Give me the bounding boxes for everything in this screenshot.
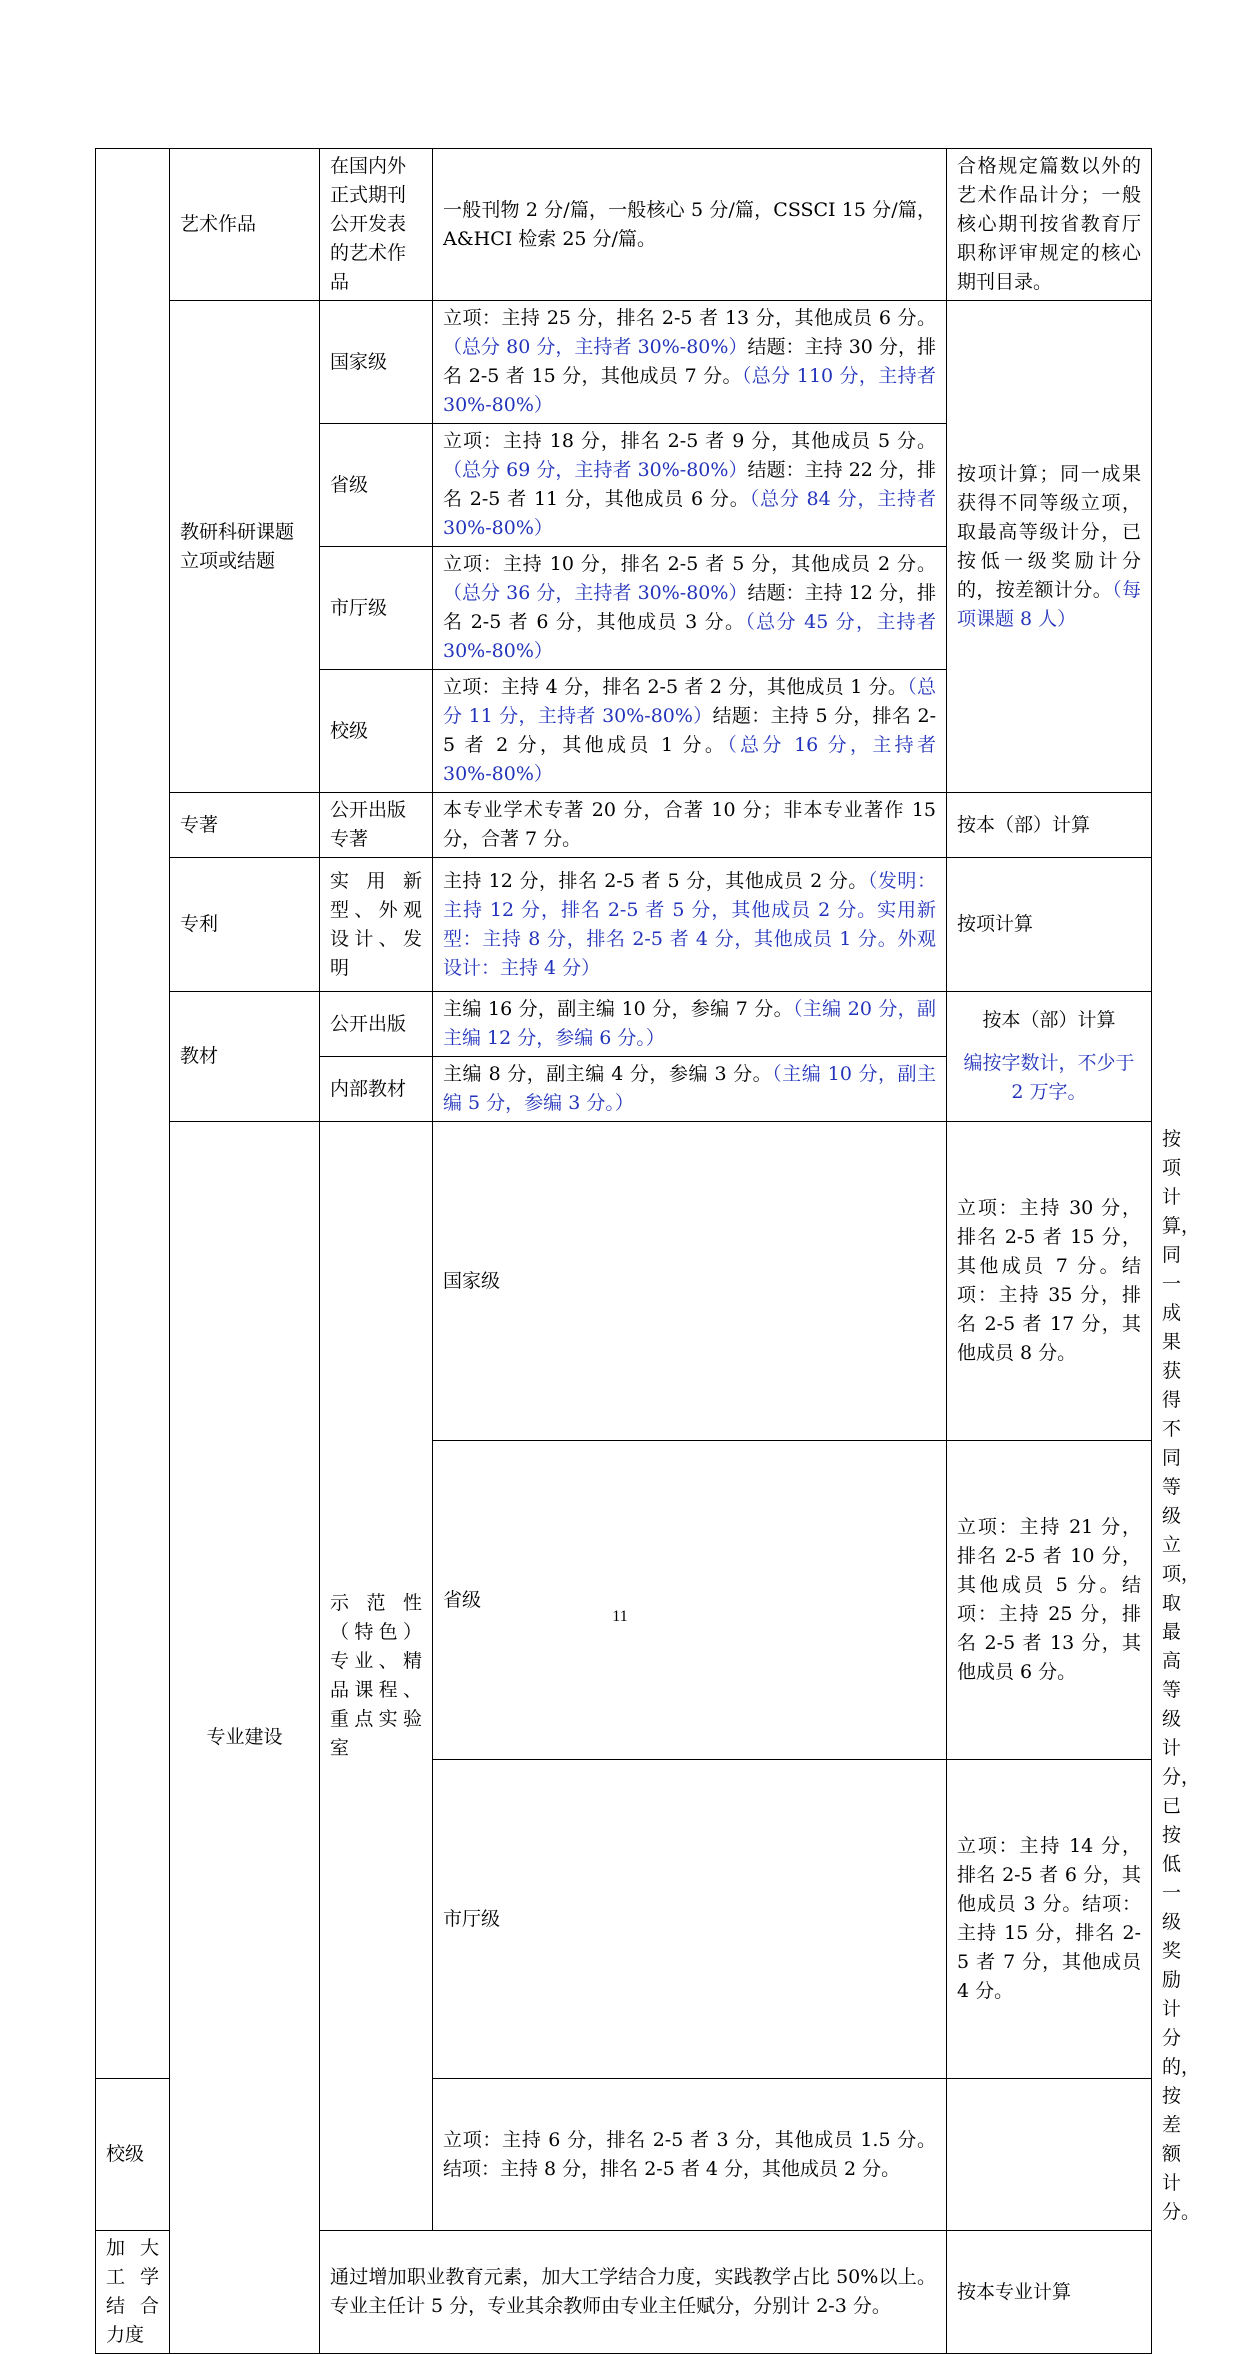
- level-major-national: 国家级: [433, 1122, 947, 1441]
- item-patent: 专利: [170, 858, 320, 992]
- sub-patent: 实 用 新 型、外观设计、发明: [320, 858, 433, 992]
- standard-research-provincial: 立项：主持 18 分，排名 2-5 者 9 分，其他成员 5 分。（总分 69 分，主持者 30%-80%）结题：主持 22 分，排名 2-5 者 11 分，其他成员 6 分。（总分 84 分，主持者 30%-80%）: [433, 424, 947, 547]
- item-major: 示范性（特色）专业、精品课程、重点实验室: [320, 1122, 433, 2231]
- table-row-research-national: [96, 301, 1152, 424]
- level-major-provincial: 省级: [433, 1441, 947, 1760]
- level-major-school: 校级: [96, 2079, 170, 2231]
- page-number: 11: [612, 1608, 628, 1625]
- item-integration: 加大工学结合力度: [96, 2231, 170, 2354]
- standard-research-national: 立项：主持 25 分，排名 2-5 者 13 分，其他成员 6 分。（总分 80 分，主持者 30%-80%）结题：主持 30 分，排名 2-5 者 15 分，其他成员 7 分。（总分 110 分，主持者 30%-80%）: [433, 301, 947, 424]
- table-row-patent: [96, 858, 1152, 992]
- standard-research-school: 立项：主持 4 分，排名 2-5 者 2 分，其他成员 1 分。（总分 11 分，主持者 30%-80%）结题：主持 5 分，排名 2-5 者 2 分，其他成员 1 分。（总分 16 分，主持者 30%-80%）: [433, 670, 947, 793]
- standard-integration: 通过增加职业教育元素，加大工学结合力度，实践教学占比 50%以上。专业主任计 5 分，专业其余教师由专业主任赋分，分别计 2-3 分。: [320, 2231, 947, 2354]
- standard-monograph: 本专业学术专著 20 分，合著 10 分；非本专业著作 15 分，合著 7 分。: [433, 793, 947, 858]
- level-research-school: 校级: [320, 670, 433, 793]
- standard-art: 一般刊物 2 分/篇，一般核心 5 分/篇，CSSCI 15 分/篇，A&HCI 检索 25 分/篇。: [433, 149, 947, 301]
- standard-patent: 主持 12 分，排名 2-5 者 5 分，其他成员 2 分。（发明：主持 12 分，排名 2-5 者 5 分，其他成员 2 分。实用新型：主持 8 分，排名 2-5 者 4 分，其他成员 1 分。外观设计：主持 4 分）: [433, 858, 947, 992]
- sub-textbook-internal: 内部教材: [320, 1057, 433, 1122]
- table-row-major-national: 专业建设 示范性（特色）专业、精品课程、重点实验室 国家级 立项：主持 30 分，排名 2-5 者 15 分，其他成员 7 分。结项：主持 35 分，排名 2-5 者 17 分，其他成员 8 分。 按项计算，同一成果获得不同等级立项，取最高等级计分，已按低一级奖励计分的，按差额计分。: [96, 1122, 1152, 1441]
- sub-textbook-public: 公开出版: [320, 992, 433, 1057]
- standard-textbook-public: 主编 16 分，副主编 10 分，参编 7 分。（主编 20 分，副主编 12 分，参编 6 分。）: [433, 992, 947, 1057]
- level-research-national: 国家级: [320, 301, 433, 424]
- standard-major-city: 立项：主持 14 分，排名 2-5 者 6 分，其他成员 3 分。结项：主持 15 分，排名 2-5 者 7 分，其他成员 4 分。: [947, 1760, 1152, 2079]
- note-patent: 按项计算: [947, 858, 1152, 992]
- standard-major-school: 立项：主持 6 分，排名 2-5 者 3 分，其他成员 1.5 分。结项：主持 8 分，排名 2-5 者 4 分，其他成员 2 分。: [433, 2079, 947, 2231]
- note-textbook: 按本（部）计算 编按字数计，不少于 2 万字。: [947, 992, 1152, 1122]
- note-integration: 按本专业计算: [947, 2231, 1152, 2354]
- standard-textbook-internal: 主编 8 分，副主编 4 分，参编 3 分。（主编 10 分，副主编 5 分，参编 3 分。）: [433, 1057, 947, 1122]
- table-row-art: [96, 149, 1152, 301]
- table-row-textbook-public: [96, 992, 1152, 1057]
- standard-research-city: 立项：主持 10 分，排名 2-5 者 5 分，其他成员 2 分。（总分 36 分，主持者 30%-80%）结题：主持 12 分，排名 2-5 者 6 分，其他成员 3 分。（总分 45 分，主持者 30%-80%）: [433, 547, 947, 670]
- item-art: 艺术作品: [170, 149, 320, 301]
- category-major: 专业建设: [170, 1122, 320, 2354]
- table-row-monograph: [96, 793, 1152, 858]
- standard-major-provincial: 立项：主持 21 分，排名 2-5 者 10 分，其他成员 5 分。结项：主持 25 分，排名 2-5 者 13 分，其他成员 6 分。: [947, 1441, 1152, 1760]
- item-research: 教研科研课题立项或结题: [170, 301, 320, 793]
- sub-monograph: 公开出版专著: [320, 793, 433, 858]
- item-monograph: 专著: [170, 793, 320, 858]
- level-research-provincial: 省级: [320, 424, 433, 547]
- item-textbook: 教材: [170, 992, 320, 1122]
- category-cell-empty: [96, 149, 170, 2079]
- note-monograph: 按本（部）计算: [947, 793, 1152, 858]
- standard-major-national: 立项：主持 30 分，排名 2-5 者 15 分，其他成员 7 分。结项：主持 35 分，排名 2-5 者 17 分，其他成员 8 分。: [947, 1122, 1152, 1441]
- level-major-city: 市厅级: [433, 1760, 947, 2079]
- note-research: 按项计算；同一成果获得不同等级立项，取最高等级计分，已按低一级奖励计分的，按差额计分。（每项课题 8 人）: [947, 301, 1152, 793]
- scoring-table: [95, 148, 1201, 2354]
- note-art: 合格规定篇数以外的艺术作品计分；一般核心期刊按省教育厅职称评审规定的核心期刊目录。: [947, 149, 1152, 301]
- sub-art: 在国内外正式期刊公开发表的艺术作品: [320, 149, 433, 301]
- level-research-city: 市厅级: [320, 547, 433, 670]
